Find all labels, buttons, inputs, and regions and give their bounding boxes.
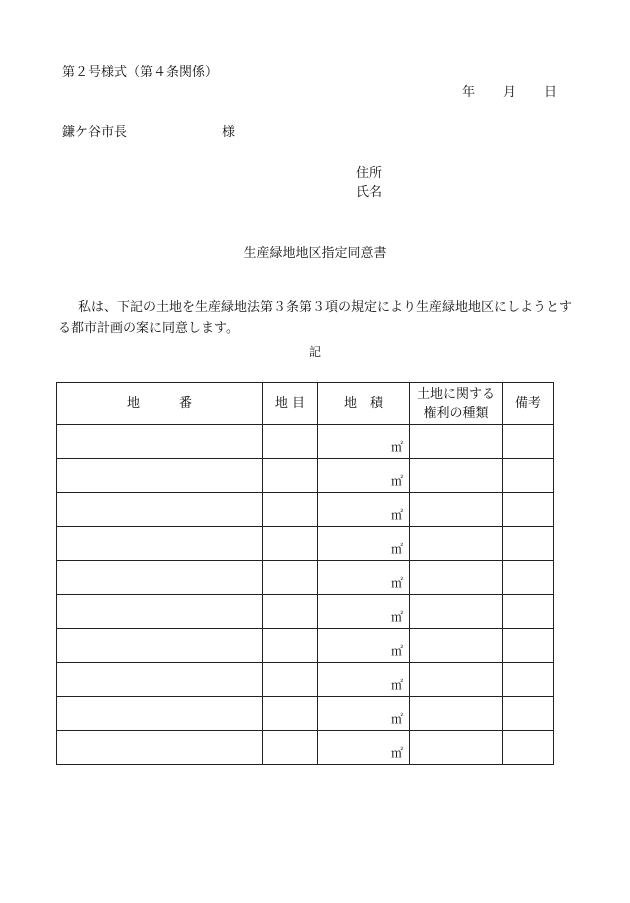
land-category-cell[interactable] <box>263 697 318 731</box>
ki-marker: 記 <box>308 345 321 359</box>
form-number: 第２号様式（第４条関係） <box>62 65 219 80</box>
header-remarks: 備考 <box>503 383 554 425</box>
area-cell[interactable]: ㎡ <box>318 731 410 765</box>
lot-number-cell[interactable] <box>57 425 263 459</box>
land-category-cell[interactable] <box>263 493 318 527</box>
document-title: 生産緑地地区指定同意書 <box>243 246 387 261</box>
address-label[interactable]: 住所 <box>356 166 383 181</box>
area-cell[interactable]: ㎡ <box>318 527 410 561</box>
header-rights-line1: 土地に関する <box>416 386 495 402</box>
header-rights-line2: 権利の種類 <box>423 405 489 421</box>
lot-number-cell[interactable] <box>57 561 263 595</box>
table-row <box>57 629 554 663</box>
land-category-cell[interactable] <box>263 527 318 561</box>
remarks-cell[interactable] <box>503 697 554 731</box>
header-rights <box>410 383 503 425</box>
remarks-cell[interactable] <box>503 629 554 663</box>
area-cell[interactable]: ㎡ <box>318 459 410 493</box>
rights-cell[interactable] <box>410 595 503 629</box>
date-line <box>462 86 557 99</box>
table-row <box>57 731 554 765</box>
table-row <box>57 459 554 493</box>
rights-cell[interactable] <box>410 425 503 459</box>
rights-cell[interactable] <box>410 493 503 527</box>
land-category-cell[interactable] <box>263 425 318 459</box>
land-category-cell[interactable] <box>263 663 318 697</box>
area-cell[interactable]: ㎡ <box>318 663 410 697</box>
date-day[interactable]: 日 <box>544 85 558 100</box>
table-row <box>57 697 554 731</box>
area-cell[interactable]: ㎡ <box>318 697 410 731</box>
remarks-cell[interactable] <box>503 731 554 765</box>
date-year[interactable]: 年 <box>462 85 476 100</box>
remarks-cell[interactable] <box>503 561 554 595</box>
header-area: 地 積 <box>318 383 410 425</box>
lot-number-cell[interactable] <box>57 493 263 527</box>
remarks-cell[interactable] <box>503 493 554 527</box>
table-row <box>57 527 554 561</box>
remarks-cell[interactable] <box>503 425 554 459</box>
table-row <box>57 493 554 527</box>
mayor-title: 鎌ケ谷市長 <box>62 125 128 140</box>
area-cell[interactable]: ㎡ <box>318 493 410 527</box>
lot-number-cell[interactable] <box>57 595 263 629</box>
addressee <box>62 125 236 140</box>
lot-number-cell[interactable] <box>57 663 263 697</box>
rights-cell[interactable] <box>410 459 503 493</box>
remarks-cell[interactable] <box>503 527 554 561</box>
table-row <box>57 595 554 629</box>
rights-cell[interactable] <box>410 629 503 663</box>
table-header-row <box>57 383 554 425</box>
rights-cell[interactable] <box>410 663 503 697</box>
rights-cell[interactable] <box>410 561 503 595</box>
rights-cell[interactable] <box>410 731 503 765</box>
table-row <box>57 663 554 697</box>
land-category-cell[interactable] <box>263 731 318 765</box>
land-category-cell[interactable] <box>263 459 318 493</box>
date-month[interactable]: 月 <box>503 85 517 100</box>
area-cell[interactable]: ㎡ <box>318 425 410 459</box>
area-cell[interactable]: ㎡ <box>318 561 410 595</box>
table-row <box>57 425 554 459</box>
land-category-cell[interactable] <box>263 561 318 595</box>
honorific: 様 <box>222 125 236 140</box>
land-category-cell[interactable] <box>263 595 318 629</box>
lot-number-cell[interactable] <box>57 629 263 663</box>
area-cell[interactable]: ㎡ <box>318 595 410 629</box>
consent-statement: 私は、下記の土地を生産緑地法第３条第３項の規定により生産緑地地区にしようとする都市計画の案に同意します。 <box>58 300 573 336</box>
rights-cell[interactable] <box>410 697 503 731</box>
parcel-table <box>56 382 554 765</box>
rights-cell[interactable] <box>410 527 503 561</box>
lot-number-cell[interactable] <box>57 527 263 561</box>
land-category-cell[interactable] <box>263 629 318 663</box>
header-land-category: 地 目 <box>263 383 318 425</box>
header-lot-number: 地 番 <box>57 383 263 425</box>
lot-number-cell[interactable] <box>57 459 263 493</box>
table-row <box>57 561 554 595</box>
area-cell[interactable]: ㎡ <box>318 629 410 663</box>
remarks-cell[interactable] <box>503 663 554 697</box>
lot-number-cell[interactable] <box>57 697 263 731</box>
remarks-cell[interactable] <box>503 595 554 629</box>
lot-number-cell[interactable] <box>57 731 263 765</box>
remarks-cell[interactable] <box>503 459 554 493</box>
name-label[interactable]: 氏名 <box>356 185 383 200</box>
